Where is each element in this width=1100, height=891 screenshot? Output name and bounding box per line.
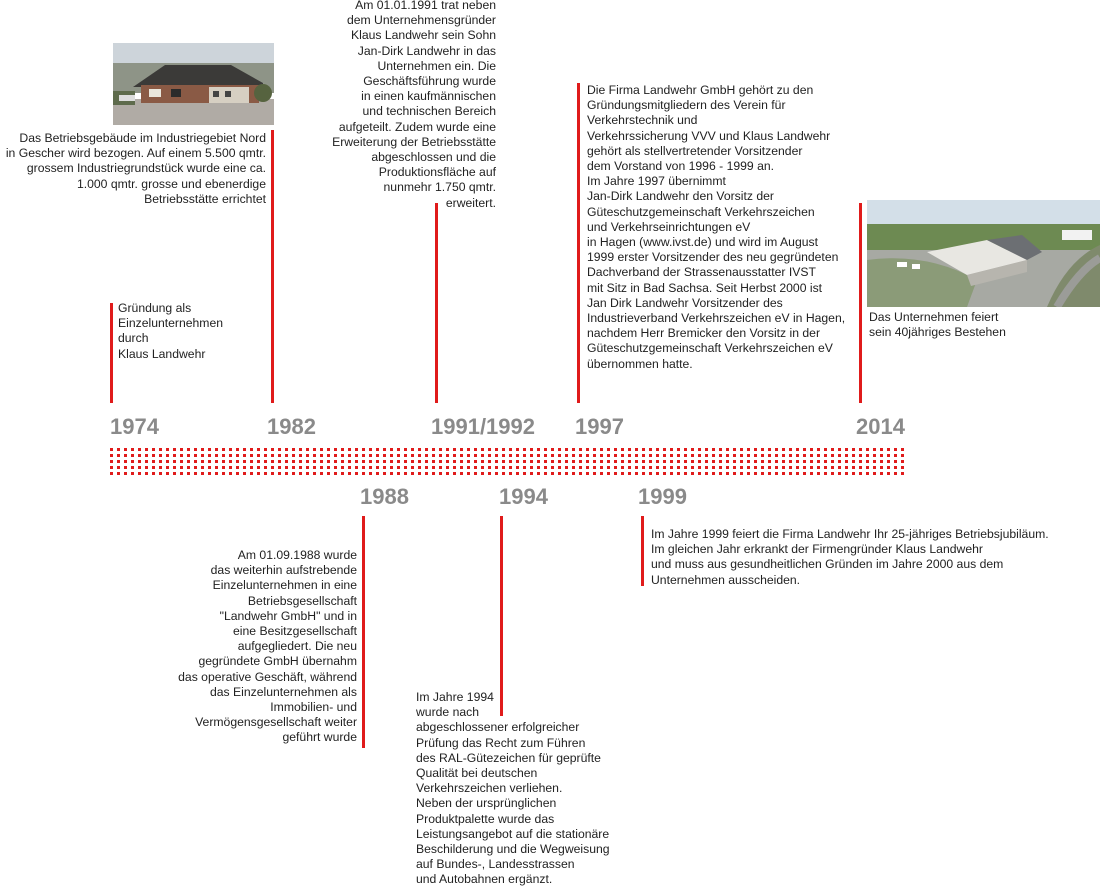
year-1994: 1994 — [499, 484, 548, 509]
line-2014 — [859, 203, 862, 403]
year-1988: 1988 — [360, 484, 409, 509]
aerial-photo-2014 — [867, 200, 1100, 307]
event-1974-text: Gründung als Einzelunternehmen durch Klaus Landwehr — [118, 301, 224, 361]
line-1997 — [577, 83, 580, 403]
year-1974: 1974 — [110, 414, 159, 439]
timeline-band — [110, 448, 906, 478]
year-1999: 1999 — [638, 484, 687, 509]
event-1988-text: Am 01.09.1988 wurde das weiterhin aufstrebende Einzelunternehmen in eine Betriebsgesellschaft "Landwehr GmbH" und in eine Besitzgesellschaft aufgegliedert. Die neu gegründete GmbH übernahm das operative Geschäft, während das Einzelunternehmen als Immobilien- und Vermögensgesellschaft weiter geführt wurde — [178, 548, 357, 745]
event-1982-text: Das Betriebsgebäude im Industriegebiet Nord in Gescher wird bezogen. Auf einem 5.500 qmtr. grossem Industriegrundstück wurde eine ca. 1.000 qmtr. grosse und ebenerdige Betriebsstätte errichtet — [5, 131, 266, 206]
line-1991 — [435, 203, 438, 403]
year-1997: 1997 — [575, 414, 624, 439]
building-1982-image — [113, 43, 274, 125]
line-1999 — [641, 516, 644, 586]
event-1999-text: Im Jahre 1999 feiert die Firma Landwehr Ihr 25-jähriges Betriebsjubiläum. Im gleichen Jahr erkrankt der Firmengründer Klaus Landwehr und muss aus gesundheitlichen Gründen im Jahre 2000 aus dem Unternehmen ausscheiden. — [651, 527, 1049, 587]
line-1974 — [110, 303, 113, 403]
line-1994 — [500, 516, 503, 716]
year-1991-1992: 1991/1992 — [431, 414, 535, 439]
year-1982: 1982 — [267, 414, 316, 439]
event-1997-text: Die Firma Landwehr GmbH gehört zu den Gründungsmitgliedern des Verein für Verkehrstechnik und Verkehrssicherung VVV und Klaus Landwehr gehört als stellvertretender Vorsitzender dem Vorstand von 1996 - 1999 an. Im Jahre 1997 übernimmt Jan-Dirk Landwehr den Vorsitz der Güteschutzgemeinschaft Verkehrszeichen und Verkehrseinrichtungen eV in Hagen (www.ivst.de) und wird im August 1999 erster Vorsitzender des neu gegründeten Dachverband der Strassenausstatter IVST mit Sitz in Bad Sachsa. Seit Herbst 2000 ist Jan Dirk Landwehr Vorsitzender des Industrieverband Verkehrszeichen eV in Hagen, nachdem Herr Bremicker den Vorsitz in der Güteschutzgemeinschaft Verkehrszeichen eV übernommen hatte. — [587, 83, 846, 371]
event-1994-text: Im Jahre 1994 wurde nach abgeschlossener erfolgreicher Prüfung das Recht zum Führen des RAL-Gütezeichen für geprüfte Qualität bei deutschen Verkehrszeichen verliehen. Neben der ursprünglichen Produktpalette wurde das Leistungsangebot auf die stationäre Beschilderung und die Wegweisung auf Bundes-, Landesstrassen und Autobahnen ergänzt. — [416, 690, 610, 887]
year-2014: 2014 — [856, 414, 905, 439]
line-1988 — [362, 516, 365, 748]
event-1991-text: Am 01.01.1991 trat neben dem Unternehmensgründer Klaus Landwehr sein Sohn Jan-Dirk Landwehr in das Unternehmen ein. Die Geschäftsführung wurde in einen kaufmännischen und technischen Bereich aufgeteilt. Zudem wurde eine Erweiterung der Betriebsstätte abgeschlossen und die Produktionsfläche auf nunmehr 1.750 qmtr. erweitert. — [332, 0, 496, 210]
aerial-2014-image — [867, 200, 1100, 307]
line-1982 — [271, 130, 274, 403]
event-2014-text: Das Unternehmen feiert sein 40jähriges Bestehen — [869, 310, 1006, 340]
building-photo-1982 — [113, 43, 274, 125]
